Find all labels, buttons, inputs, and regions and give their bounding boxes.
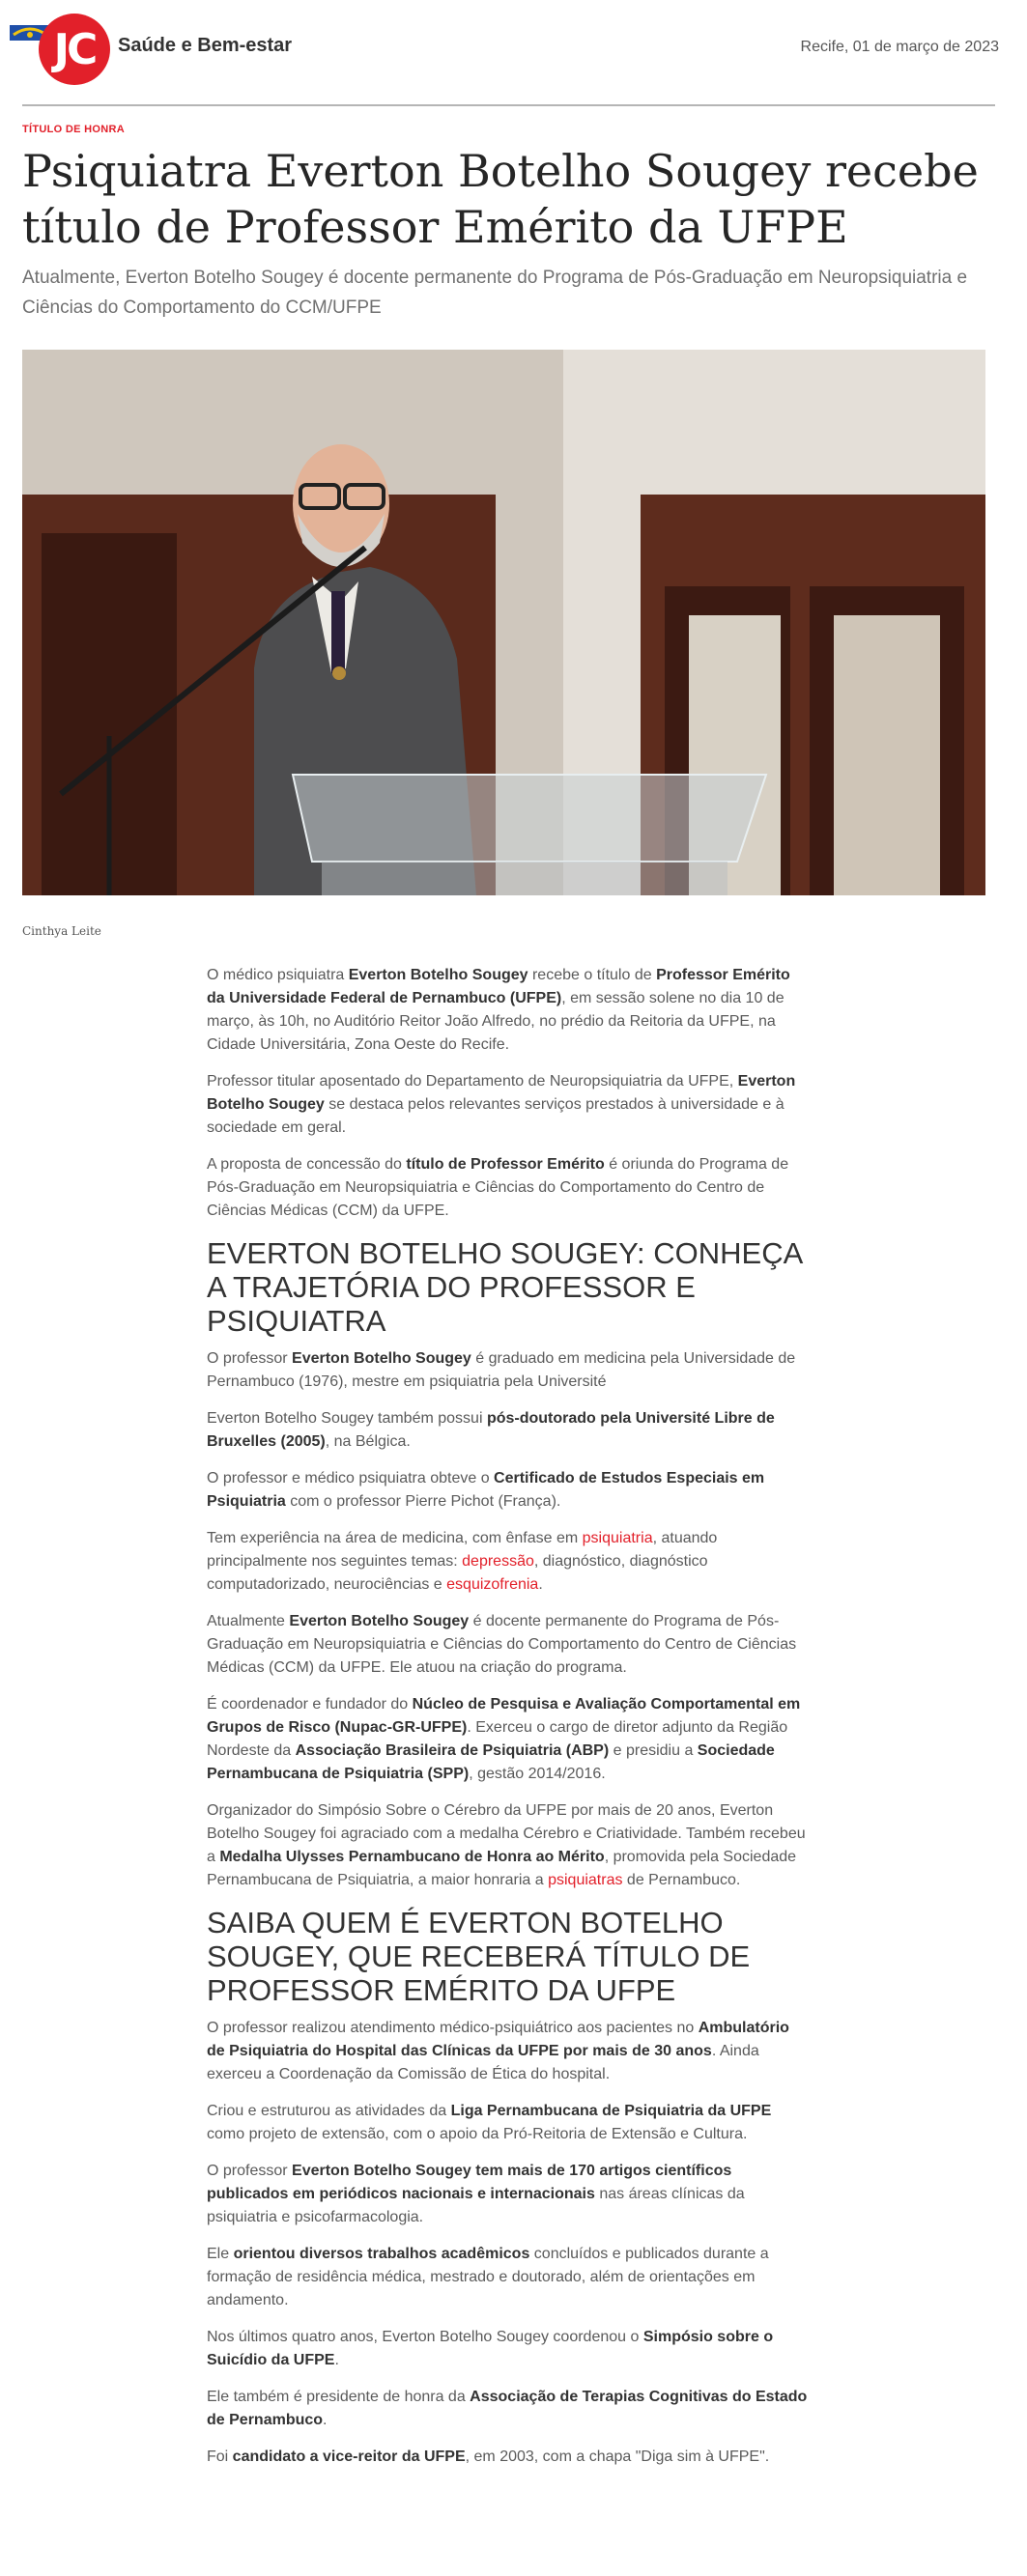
- paragraph: Organizador do Simpósio Sobre o Cérebro da UFPE por mais de 20 anos, Everton Botelho Sougey foi agraciado com a medalha Cérebro e Criatividade. Também recebeu a Medalha Ulysses Pernambucano de Honra ao Mérito, promovida pela Sociedade Pernambucana de Psiquiatria, a maior honraria a psiquiatras de Pernambuco.: [207, 1802, 806, 1888]
- link-psiquiatras[interactable]: psiquiatras: [548, 1872, 623, 1888]
- article-subtitle: Atualmente, Everton Botelho Sougey é docente permanente do Programa de Pós-Graduação em Neuropsiquiatria e Ciências do Comportamento do CCM/UFPE: [22, 268, 968, 318]
- jc-logo-icon: JC: [39, 14, 110, 85]
- article-photo: [22, 350, 985, 895]
- paragraph: O médico psiquiatra Everton Botelho Sougey recebe o título de Professor Emérito da Universidade Federal de Pernambuco (UFPE), em sessão solene no dia 10 de março, às 10h, no Auditório Reitor João Alfredo, no prédio da Reitoria da UFPE, na Cidade Universitária, Zona Oeste do Recife.: [207, 967, 790, 1053]
- paragraph: Criou e estruturou as atividades da Liga Pernambucana de Psiquiatria da UFPE como projeto de extensão, com o apoio da Pró-Reitoria de Extensão e Cultura.: [207, 2103, 772, 2142]
- section-name[interactable]: Saúde e Bem-estar: [118, 35, 293, 56]
- paragraph: Atualmente Everton Botelho Sougey é docente permanente do Programa de Pós-Graduação em Neuropsiquiatria e Ciências do Comportamento do Centro de Ciências Médicas (CCM) da UFPE. Ele atuou na criação do programa.: [207, 1613, 797, 1676]
- paragraph: Ele orientou diversos trabalhos acadêmicos concluídos e publicados durante a formação de residência médica, mestrado e doutorado, além de orientações em andamento.: [207, 2246, 769, 2308]
- header-date: Recife, 01 de março de 2023: [800, 39, 999, 55]
- jc-logo[interactable]: [10, 14, 110, 89]
- speaker-photo-illustration: [22, 350, 985, 895]
- paragraph: Professor titular aposentado do Departamento de Neuropsiquiatria da UFPE, Everton Botelho Sougey se destaca pelos relevantes serviços prestados à universidade e à sociedade em geral.: [207, 1073, 796, 1136]
- article-kicker: TÍTULO DE HONRA: [22, 124, 125, 135]
- paragraph: O professor Everton Botelho Sougey tem mais de 170 artigos científicos publicados em periódicos nacionais e internacionais nas áreas clínicas da psiquiatria e psicofarmacologia.: [207, 2163, 745, 2225]
- paragraph: É coordenador e fundador do Núcleo de Pesquisa e Avaliação Comportamental em Grupos de Risco (Nupac-GR-UFPE). Exerceu o cargo de diretor adjunto da Região Nordeste da Associação Brasileira de Psiquiatria (ABP) e presidiu a Sociedade Pernambucana de Psiquiatria (SPP), gestão 2014/2016.: [207, 1696, 801, 1782]
- link-depressao[interactable]: depressão: [462, 1553, 534, 1570]
- paragraph: A proposta de concessão do título de Professor Emérito é oriunda do Programa de Pós-Graduação em Neuropsiquiatria e Ciências do Comportamento do Centro de Ciências Médicas (CCM) da UFPE.: [207, 1156, 789, 1219]
- link-psiquiatria[interactable]: psiquiatria: [582, 1530, 653, 1546]
- paragraph: Tem experiência na área de medicina, com ênfase em psiquiatria, atuando principalmente nos seguintes temas: depressão, diagnóstico, diagnóstico computadorizado, neurociências e esquizofrenia.: [207, 1530, 718, 1593]
- site-header: [0, 0, 1027, 106]
- paragraph: Everton Botelho Sougey também possui pós-doutorado pela Université Libre de Bruxelles (2005), na Bélgica.: [207, 1410, 775, 1450]
- paragraph: O professor realizou atendimento médico-psiquiátrico aos pacientes no Ambulatório de Psiquiatria do Hospital das Clínicas da UFPE por mais de 30 anos. Ainda exerceu a Coordenação da Comissão de Ética do hospital.: [207, 2020, 789, 2082]
- paragraph: Nos últimos quatro anos, Everton Botelho Sougey coordenou o Simpósio sobre o Suicídio da UFPE.: [207, 2329, 774, 2368]
- paragraph: O professor Everton Botelho Sougey é graduado em medicina pela Universidade de Pernambuco (1976), mestre em psiquiatria pela Université: [207, 1350, 796, 1390]
- header-divider: [22, 104, 995, 106]
- paragraph: Foi candidato a vice-reitor da UFPE, em 2003, com a chapa "Diga sim à UFPE".: [207, 2449, 770, 2465]
- article-headline: Psiquiatra Everton Botelho Sougey recebe título de Professor Emérito da UFPE: [22, 145, 979, 253]
- photo-credit: Cinthya Leite: [22, 924, 101, 938]
- section-heading: SAIBA QUEM É EVERTON BOTELHO SOUGEY, QUE RECEBERÁ TÍTULO DE PROFESSOR EMÉRITO DA UFPE: [207, 1906, 751, 2007]
- link-esquizofrenia[interactable]: esquizofrenia: [446, 1576, 539, 1593]
- section-heading: EVERTON BOTELHO SOUGEY: CONHEÇA A TRAJETÓRIA DO PROFESSOR E PSIQUIATRA: [207, 1236, 802, 1338]
- article-body: [207, 964, 809, 2482]
- paragraph: Ele também é presidente de honra da Associação de Terapias Cognitivas do Estado de Pernambuco.: [207, 2389, 808, 2428]
- paragraph: O professor e médico psiquiatra obteve o Certificado de Estudos Especiais em Psiquiatria com o professor Pierre Pichot (França).: [207, 1470, 765, 1510]
